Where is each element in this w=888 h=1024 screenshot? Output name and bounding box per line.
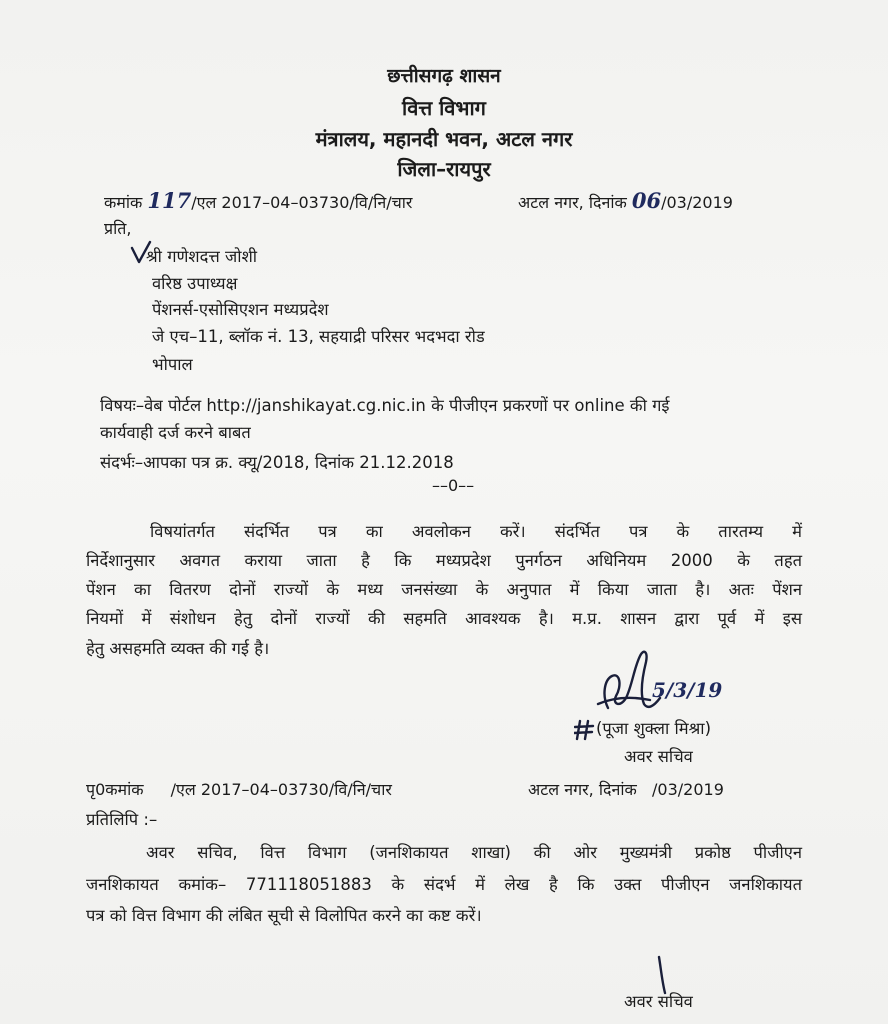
subject-line-2: कार्यवाही दर्ज करने बाबत [100,423,251,442]
body-line-1: विषयांतर्गत संदर्भित पत्र का अवलोकन करें। संदर्भित पत्र के तारतम्य में [150,522,802,541]
department-heading: वित्त विभाग [402,96,486,120]
copy-to-label: प्रतिलिपि :– [86,810,158,829]
letter-place-date [518,188,733,213]
district-line: जिला–रायपुर [397,157,491,181]
hash-mark-icon [574,718,596,742]
body-line-2: निर्देशानुसार अवगत कराया जाता है कि मध्यप्रदेश पुनर्गठन अधिनियम 2000 के तहत [86,551,802,570]
endorsement-line-1: अवर सचिव, वित्त विभाग (जनशिकायत शाखा) की ओर मुख्यमंत्री प्रकोष्ठ पीजीएन [146,843,802,862]
recipient-organization: पेंशनर्स-एसोसिएशन मध्यप्रदेश [152,300,329,319]
ref-handwritten-number: 117 [147,188,192,213]
signatory-name: (पूजा शुक्ला मिश्रा) [596,719,712,738]
date-rest: /03/2019 [661,193,733,212]
body-line-4: नियमों में संशोधन हेतु दोनों राज्यों की सहमति आवश्यक है। म.प्र. शासन द्वारा पूर्व में इस [86,609,802,628]
ref-prefix: कमांक [104,193,143,212]
body-line-3: पेंशन का वितरण दोनों राज्यों के मध्य जनसंख्या के अनुपात में किया जाता है। अतः पेंशन [86,580,802,599]
endorsement-ref-code: /एल 2017–04–03730/वि/नि/चार [170,780,392,799]
recipient-address: जे एच–11, ब्लॉक नं. 13, सहयाद्री परिसर भदभदा रोड [152,327,485,346]
signatory-designation: अवर सचिव [624,747,693,766]
endorsement-sign-designation: अवर सचिव [624,992,693,1011]
endorsement-ref-number [86,778,392,800]
recipient-name: श्री गणेशदत्त जोशी [146,247,258,266]
recipient-designation: वरिष्ठ उपाध्यक्ष [152,274,238,293]
ref-code: /एल 2017–04–03730/वि/नि/चार [191,193,413,212]
subject-line-1: विषयः–वेब पोर्टल http://janshikayat.cg.nic.in के पीजीएन प्रकरणों पर online की गई [100,396,670,415]
signature-date-handwritten: 5/3/19 [652,678,723,702]
place-date-label: अटल नगर, दिनांक [518,193,627,212]
endorsement-line-2: जनशिकायत कमांक– 771118051883 के संदर्भ में लेख है कि उक्त पीजीएन जनशिकायत [86,875,802,894]
government-heading: छत्तीसगढ़ शासन [387,65,501,87]
separator-mark: ––0–– [432,476,475,495]
to-label: प्रति, [104,219,132,238]
date-handwritten: 06 [631,188,662,213]
recipient-city: भोपाल [152,355,193,374]
endorsement-ref-prefix: पृ0कमांक [86,780,144,799]
ministry-address: मंत्रालय, महानदी भवन, अटल नगर [315,127,573,151]
letter-ref-number [104,188,412,213]
reference-line: संदर्भः–आपका पत्र क्र. क्यू/2018, दिनांक 21.12.2018 [100,453,454,472]
endorsement-line-3: पत्र को वित्त विभाग की लंबित सूची से विलोपित करने का कष्ट करें। [86,906,482,925]
body-line-5: हेतु असहमति व्यक्त की गई है। [86,639,270,658]
endorsement-place-date: अटल नगर, दिनांक /03/2019 [528,780,724,799]
